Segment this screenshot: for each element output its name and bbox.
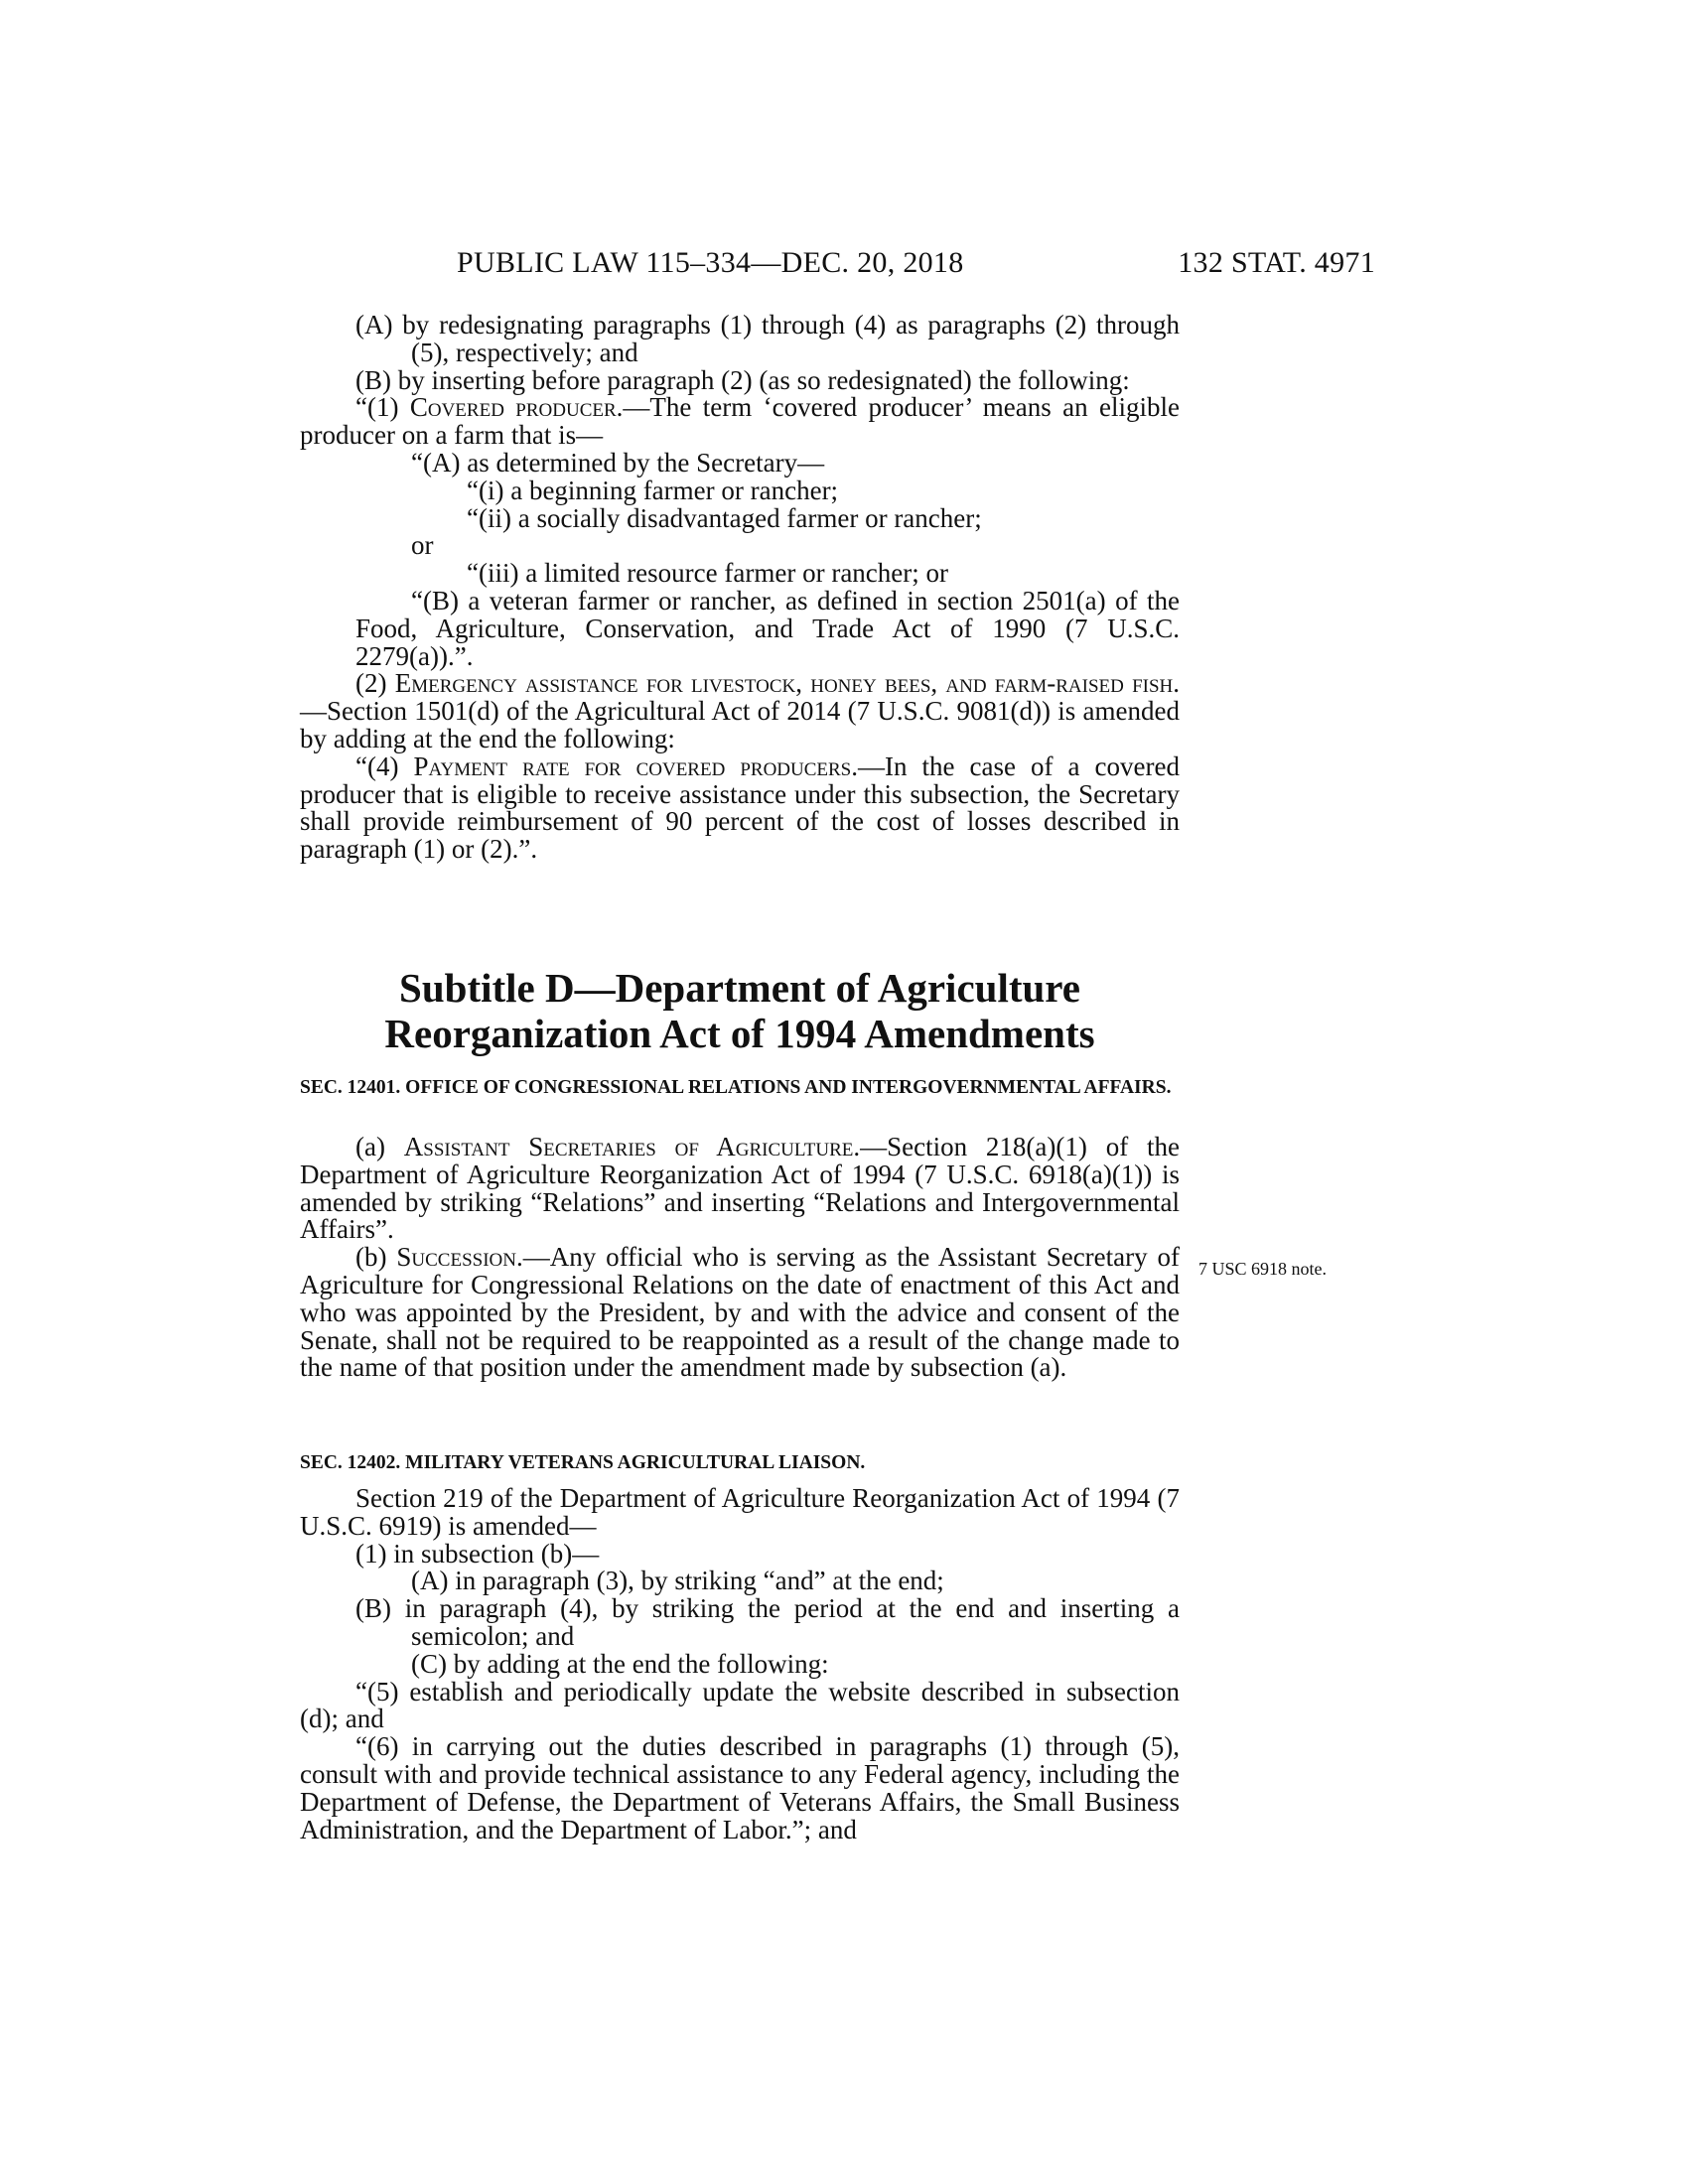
paragraph-label: “(4): [355, 751, 414, 781]
paragraph-label: “(1): [355, 392, 410, 423]
section-12402-heading: SEC. 12402. MILITARY VETERANS AGRICULTURAL LIAISON.: [300, 1452, 866, 1473]
subtitle-line-2: Reorganization Act of 1994 Amendments: [384, 1011, 1095, 1056]
clause-b-veteran: “(B) a veteran farmer or rancher, as defined in section 2501(a) of the Food, Agriculture, Conservation, and Trade Act of 1990 (7 U.S.C. 2279(a)).”.: [355, 585, 1180, 671]
stat-reference: 132 STAT. 4971: [1178, 246, 1375, 279]
page-header: [457, 246, 1375, 286]
paragraph-heading: Covered producer: [409, 392, 617, 423]
paragraph-body: .—The term ‘covered producer’ means an eligible producer on a farm that is—: [300, 392, 1181, 451]
item-5-website: “(5) establish and periodically update the website described in subsection (d); and: [300, 1676, 1180, 1734]
subsection-body: .—Any official who is serving as the Assistant Secretary of Agriculture for Congressional Relations on the date of enactment of this Act and who was appointed by the President, by and with the advice and consent of the Senate, shall not be required to be reappointed as a result of the change made to the name of that position under the amendment made by subsection (a).: [300, 1242, 1181, 1383]
paragraph-body: .—In the case of a covered producer that is eligible to receive assistance under this subsection, the Secretary shall provide reimbursement of 90 percent of the cost of losses described in paragraph (1) or (2).”.: [300, 751, 1181, 865]
subsection-label: (b): [355, 1242, 397, 1273]
law-title: PUBLIC LAW 115–334—DEC. 20, 2018: [457, 246, 964, 279]
item-b-paragraph-4: (B) in paragraph (4), by striking the period at the end and inserting a semicolon; and: [355, 1593, 1180, 1651]
section-12402-intro: Section 219 of the Department of Agriculture Reorganization Act of 1994 (7 U.S.C. 6919) is amended—: [300, 1483, 1180, 1541]
subsection-heading: Assistant Secretaries of Agriculture: [403, 1132, 854, 1161]
paragraph-payment-rate: [300, 753, 1180, 864]
subsection-a-assistant-secretaries: [300, 1134, 1180, 1244]
item-c-adding: (C) by adding at the end the following:: [411, 1648, 829, 1679]
subtitle-heading: [300, 965, 1180, 1056]
subsection-body: .—Section 218(a)(1) of the Department of Agriculture Reorganization Act of 1994 (7 U.S.C. 6918(a)(1)) is amended by striking “Relations” and inserting “Relations and Intergovernmental Affairs”.: [300, 1132, 1180, 1245]
conjunction-or: or: [411, 530, 434, 561]
paragraph-heading: Emergency assistance for livestock, honey bees, and farm-raised fish: [394, 668, 1174, 699]
paragraph-a-redesignating: (A) by redesignating paragraphs (1) through (4) as paragraphs (2) through (5), respectively; and: [355, 310, 1180, 367]
paragraph-emergency-assistance: [300, 670, 1180, 752]
subtitle-line-1: Subtitle D—Department of Agriculture: [399, 965, 1080, 1011]
clause-ii-socially-disadvantaged: “(ii) a socially disadvantaged farmer or rancher;: [467, 502, 982, 533]
section-12401-heading-text: SEC. 12401. OFFICE OF CONGRESSIONAL RELATIONS AND INTERGOVERNMENTAL AFFAIRS.: [300, 1077, 1172, 1098]
section-12401-body: [300, 1134, 1180, 1382]
paragraph-covered-producer: [300, 394, 1180, 450]
item-1-subsection-b: (1) in subsection (b)—: [355, 1538, 600, 1569]
margin-note-usc: 7 USC 6918 note.: [1198, 1259, 1328, 1279]
section-12402-body: [300, 1485, 1180, 1843]
paragraph-body: .—Section 1501(d) of the Agricultural Act of 2014 (7 U.S.C. 9081(d)) is amended by adding at the end the following:: [300, 668, 1180, 753]
clause-i-beginning-farmer: [300, 475, 1180, 505]
clause-i-text: “(i) a beginning farmer or rancher;: [467, 475, 839, 505]
paragraph-heading: Payment rate for covered producers: [413, 751, 852, 781]
clause-iii-limited-resource: “(iii) a limited resource farmer or rancher; or: [467, 558, 948, 589]
item-a-paragraph-3: (A) in paragraph (3), by striking “and” at the end;: [411, 1566, 944, 1596]
item-6-consult: “(6) in carrying out the duties described in paragraphs (1) through (5), consult with and provide technical assistance to any Federal agency, including the Department of Defense, the Department of Veterans Affairs, the Small Business Administration, and the Department of Labor.”; and: [300, 1731, 1180, 1844]
amendment-text-block: [300, 312, 1180, 864]
subsection-heading: Succession: [396, 1242, 516, 1273]
subsection-b-succession: [300, 1244, 1180, 1382]
subsection-label: (a): [355, 1132, 404, 1161]
clause-a-determined: “(A) as determined by the Secretary—: [411, 447, 825, 478]
paragraph-label: (2): [355, 668, 395, 699]
paragraph-b-inserting: (B) by inserting before paragraph (2) (as so redesignated) the following:: [355, 364, 1130, 395]
section-12401-heading: [300, 1076, 1180, 1100]
